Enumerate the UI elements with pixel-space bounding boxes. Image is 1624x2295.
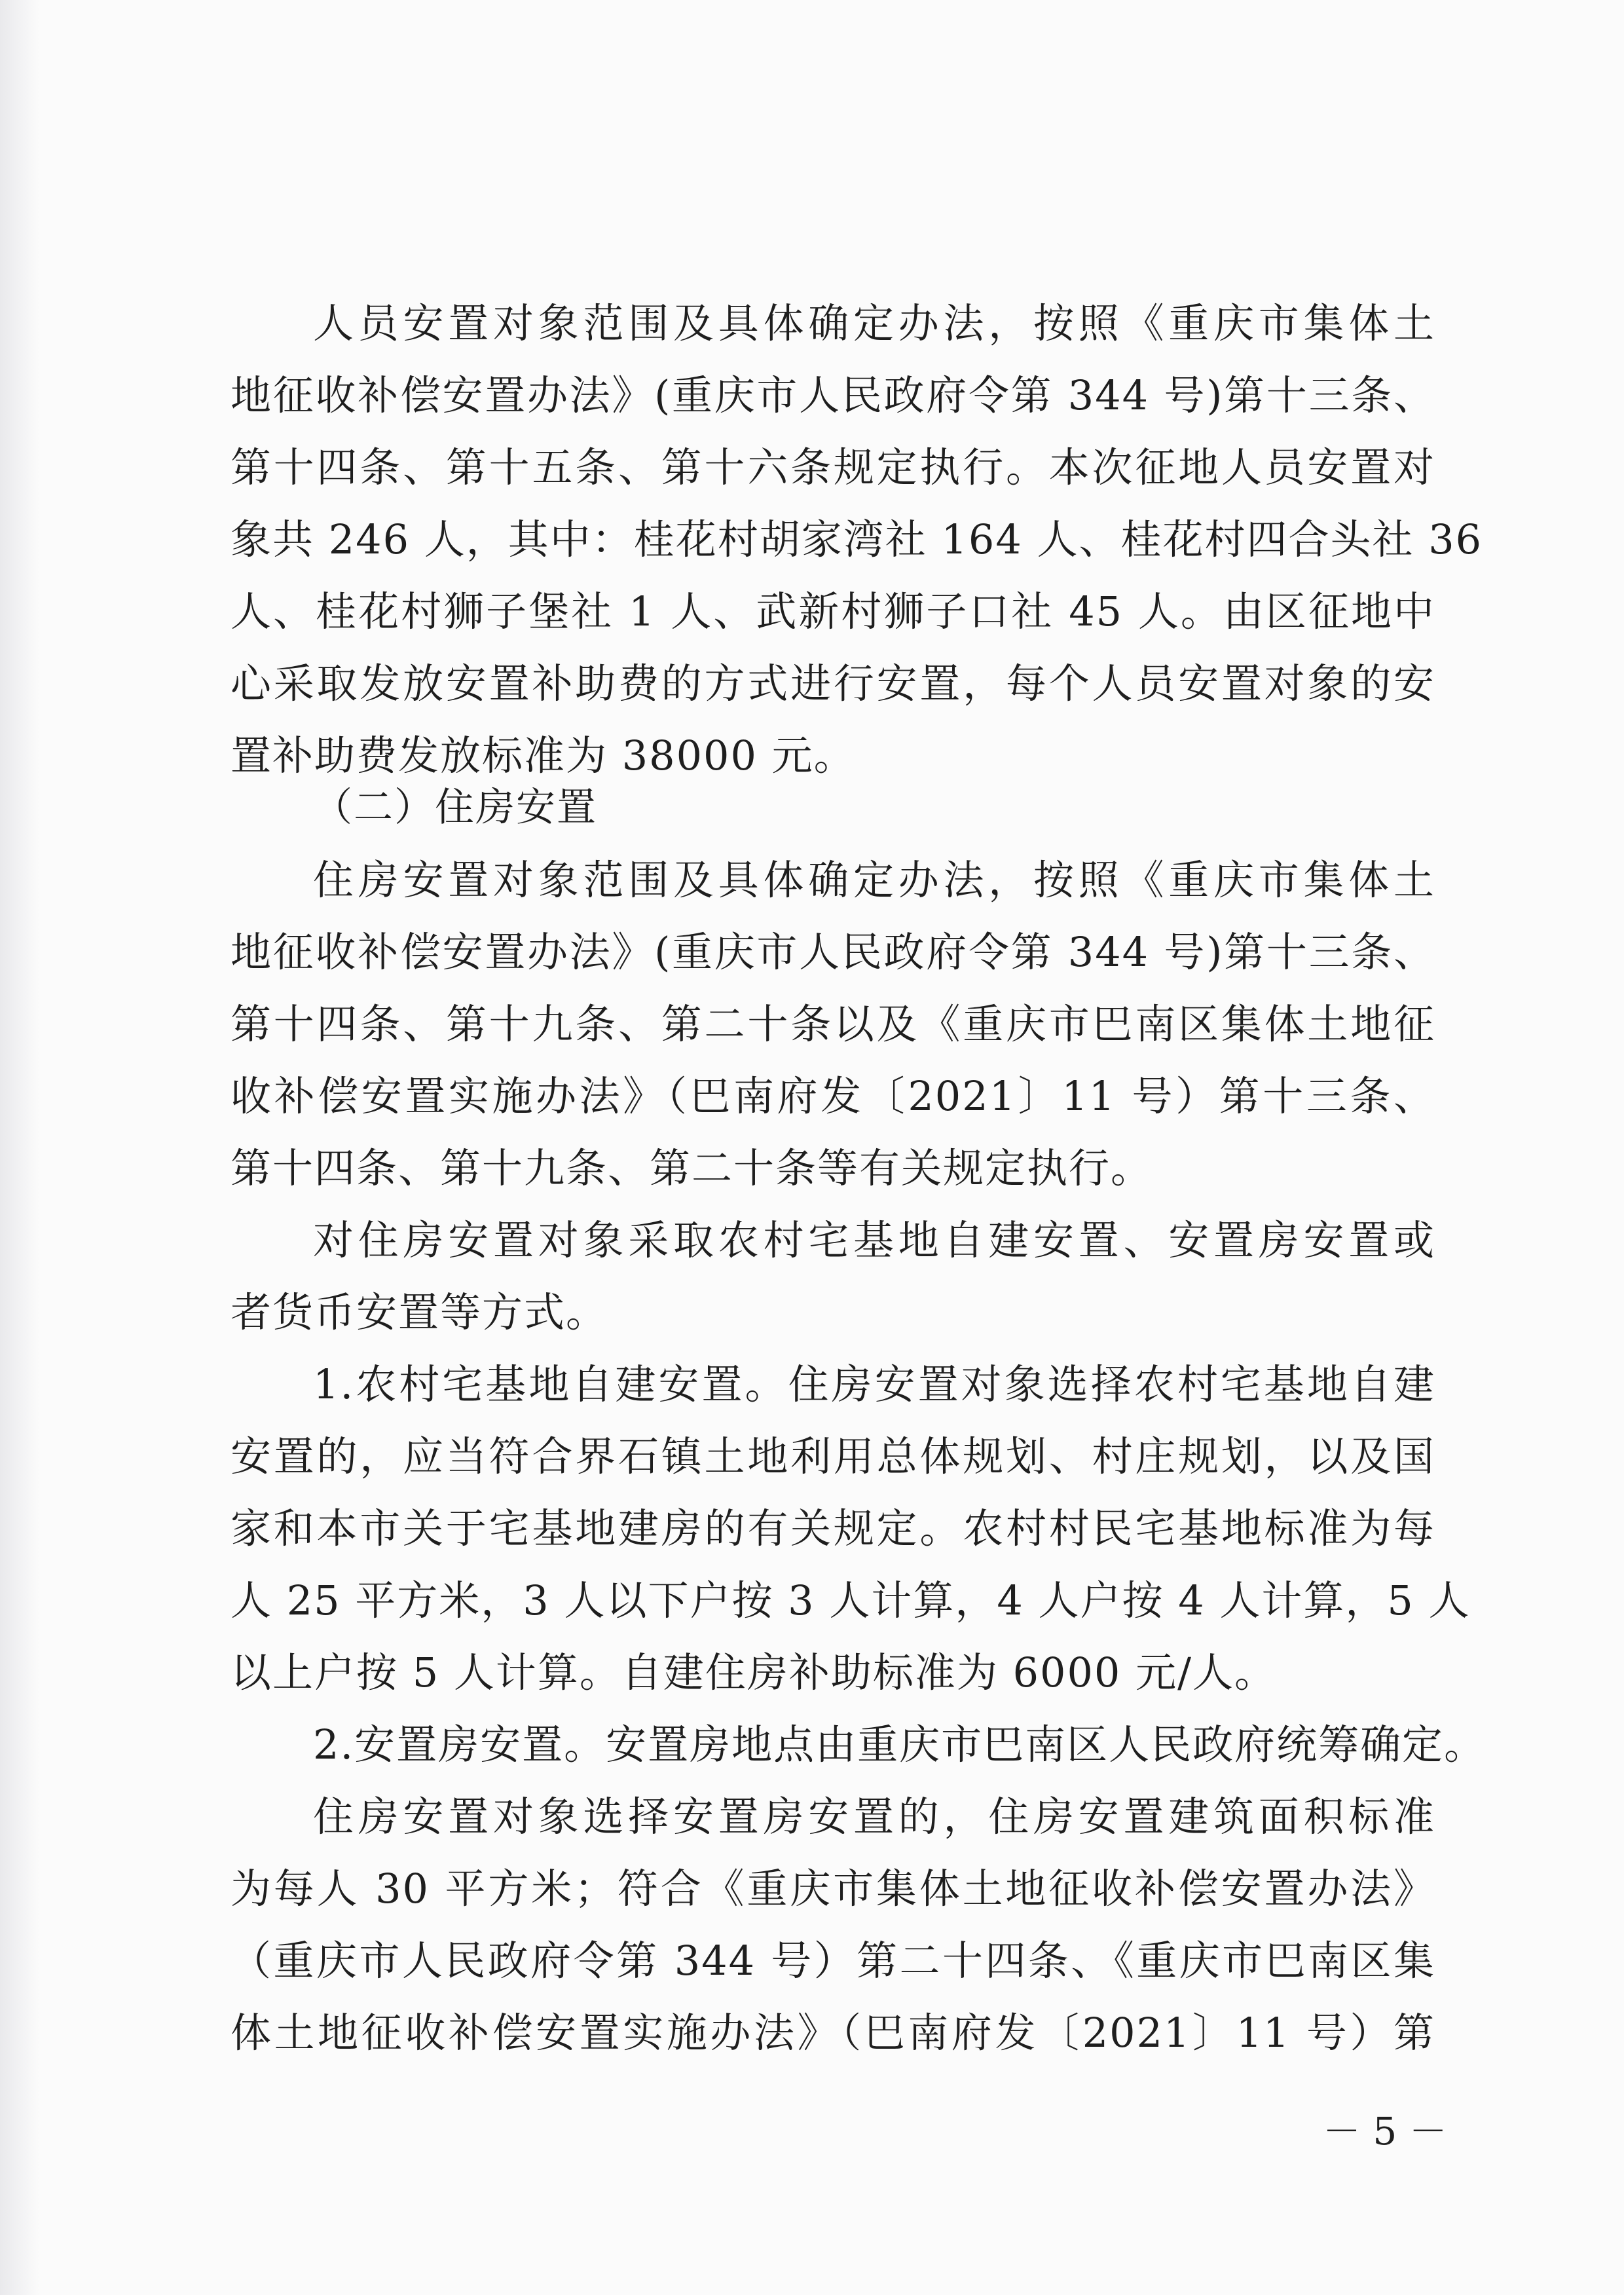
paragraph-line: 住房安置对象范围及具体确定办法，按照《重庆市集体土 bbox=[313, 856, 1435, 904]
paragraph-line: 心采取发放安置补助费的方式进行安置，每个人员安置对象的安 bbox=[231, 660, 1435, 707]
paragraph-line: 人、桂花村狮子堡社 1 人、武新村狮子口社 45 人。由区征地中 bbox=[231, 588, 1435, 635]
paragraph-line: （重庆市人民政府令第 344 号）第二十四条、《重庆市巴南区集 bbox=[231, 1937, 1435, 1985]
paragraph-line: 人员安置对象范围及具体确定办法，按照《重庆市集体土 bbox=[313, 299, 1435, 347]
paragraph-line: 2.安置房安置。安置房地点由重庆市巴南区人民政府统筹确定。 bbox=[313, 1721, 1486, 1768]
paragraph-line: 象共 246 人，其中：桂花村胡家湾社 164 人、桂花村四合头社 36 bbox=[231, 515, 1483, 563]
scan-shadow bbox=[0, 0, 39, 2295]
paragraph-line: 人 25 平方米，3 人以下户按 3 人计算，4 人户按 4 人计算，5 人 bbox=[231, 1577, 1471, 1624]
paragraph-line: 1.农村宅基地自建安置。住房安置对象选择农村宅基地自建 bbox=[313, 1360, 1435, 1408]
paragraph-line: 住房安置对象选择安置房安置的，住房安置建筑面积标准 bbox=[313, 1793, 1435, 1840]
paragraph-line: 安置的，应当符合界石镇土地利用总体规划、村庄规划，以及国 bbox=[231, 1432, 1435, 1480]
paragraph-line: 家和本市关于宅基地建房的有关规定。农村村民宅基地标准为每 bbox=[231, 1504, 1435, 1552]
paragraph-line: 第十四条、第十九条、第二十条以及《重庆市巴南区集体土地征 bbox=[231, 1000, 1435, 1048]
paragraph-line: 第十四条、第十五条、第十六条规定执行。本次征地人员安置对 bbox=[231, 443, 1435, 491]
paragraph-line: 置补助费发放标准为 38000 元。 bbox=[231, 732, 856, 779]
paragraph-line: 地征收补偿安置办法》(重庆市人民政府令第 344 号)第十三条、 bbox=[231, 928, 1435, 976]
paragraph-line: 对住房安置对象采取农村宅基地自建安置、安置房安置或 bbox=[313, 1216, 1435, 1264]
section-heading: （二）住房安置 bbox=[313, 785, 597, 830]
paragraph-line: 为每人 30 平方米；符合《重庆市集体土地征收补偿安置办法》 bbox=[231, 1865, 1435, 1912]
paragraph-line: 者货币安置等方式。 bbox=[231, 1288, 608, 1336]
paragraph-line: 第十四条、第十九条、第二十条等有关规定执行。 bbox=[231, 1144, 1153, 1192]
paragraph-line: 收补偿安置实施办法》（巴南府发〔2021〕11 号）第十三条、 bbox=[231, 1072, 1435, 1120]
paragraph-line: 体土地征收补偿安置实施办法》（巴南府发〔2021〕11 号）第 bbox=[231, 2009, 1435, 2057]
paragraph-line: 地征收补偿安置办法》(重庆市人民政府令第 344 号)第十三条、 bbox=[231, 371, 1435, 419]
page-number: － 5 － bbox=[1323, 2109, 1447, 2154]
paragraph-line: 以上户按 5 人计算。自建住房补助标准为 6000 元/人。 bbox=[231, 1649, 1276, 1696]
